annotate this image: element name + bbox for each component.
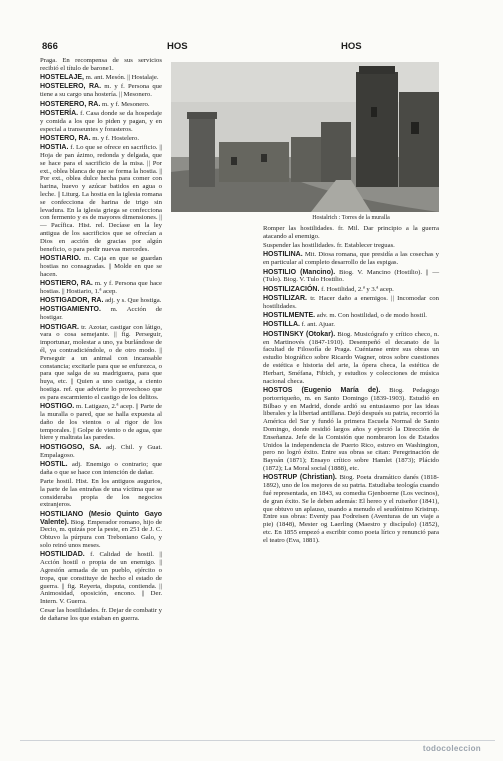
dictionary-entry (40, 144, 162, 253)
entry-definition: m. y f. Mesonero. (101, 100, 150, 108)
dictionary-entry (263, 251, 439, 267)
entry-headword: HOSTIGAMIENTO. (40, 306, 101, 314)
running-head-right: HOS (341, 41, 362, 52)
entry-headword: HOSTIGO. (40, 403, 75, 411)
dictionary-entry (40, 478, 162, 509)
entry-definition: tr. Azotar, castigar con látigo, vara o cosa semejante. || fig. Perseguir, importunar, molestar a uno, ya burlándose de él, ya contradiciéndole, o de otro modo. || Perseguir a un animal con incansable constancia; excitarle para que se enfurezca, o para que salga de su madriguera, para que huya, etc. || Quien a uno castiga, a ciento hostiga. ref. que advierte lo provechoso que es para escarmiento el castigo de los delitos. (40, 323, 163, 401)
dictionary-entry (263, 312, 439, 320)
dictionary-entry (40, 57, 162, 73)
page-number: 866 (42, 41, 58, 52)
entry-headword: HOSTERÍA. (40, 109, 79, 117)
entry-definition: Romper las hostilidades. fr. Mil. Dar principio a la guerra atacando al enemigo. (263, 225, 439, 240)
dictionary-entry (40, 255, 162, 278)
entry-definition: f. Lo que se ofrece en sacrificio. || Hoja de pan ázimo, redonda y delgada, que se hace para el sacrificio de la misa. || Por ext., oblea blanca de que se forma la hostia. || Por ext., oblea dulce hecha para comer con harina, huevo y azúcar batidos en agua o leche. || Liturg. La hostia en la iglesia romana se confecciona de harina de trigo sin levadura. En la iglesia griega se confecciona con fermento y es de mayores dimensiones. || — Pacífica. Hist. rel. Decíase en la ley antigua de los sacrificios que se ofrecían a Dios en acción de gracias por algún beneficio, o para pedir nuevas mercedes. (40, 144, 162, 253)
entry-headword: HOSTILIZACIÓN. (263, 285, 320, 293)
dictionary-entry (40, 324, 162, 402)
dictionary-entry (263, 387, 439, 473)
entry-headword: HOSTRUP (Christian). (263, 474, 337, 482)
entry-definition: adj. Chil. y Guat. Empalagoso. (40, 443, 162, 459)
dictionary-entry (263, 321, 439, 329)
entry-headword: HOSTELAJE, (40, 74, 84, 82)
dictionary-entry (40, 607, 162, 623)
entry-definition: adv. m. Con hostilidad, o de modo hostil. (316, 312, 427, 320)
entry-definition: Cesar las hostilidades. fr. Dejar de combatir y de dañarse los que estaban en guerra. (40, 607, 163, 623)
running-head-left: HOS (167, 41, 188, 52)
footer-watermark: todocoleccion (422, 744, 481, 753)
entry-definition: m. Caja en que se guardan hostias no consagradas. || Molde en que se hacen. (40, 255, 162, 278)
entry-definition: m. y f. Hostelero. (92, 134, 140, 142)
entry-definition: f. Hostilidad, 2.ª y 3.ª acep. (321, 285, 394, 293)
entry-definition: f. Calidad de hostil. || Acción hostil o propia de un enemigo. || Agresión armada de un pueblo, ejército o tropa, que constituye de hecho el estado de guerra. || fig. Reyerta, disputa, contienda. || Animosidad, oposición, encono. || Der. Intern. V. Guerra. (40, 551, 162, 606)
dictionary-entry (263, 331, 439, 386)
dictionary-entry (40, 306, 162, 322)
entry-definition: Parte hostil. Hist. En los antiguos augurios, la parte de las entrañas de una víctima que se consideraba propia de los negocios extranjeros. (40, 477, 162, 509)
dictionary-entry (263, 286, 439, 294)
entry-headword: HOSTIA. (40, 144, 69, 152)
dictionary-entry (40, 403, 162, 442)
entry-definition: Mit. Diosa romana, que presidía a las cosechas y en particular al completo desarrollo de las espigas. (263, 251, 440, 267)
dictionary-entry (40, 280, 162, 296)
entry-definition: m. Acción de hostigar. (40, 306, 162, 322)
castle-towers-image (171, 62, 439, 212)
entry-headword: HOSTILMENTE. (263, 312, 316, 320)
right-text-column (263, 225, 439, 545)
dictionary-entry (40, 444, 162, 460)
dictionary-entry (40, 551, 162, 606)
dictionary-entry (263, 295, 439, 311)
entry-headword: HOSTILIANO (Mesio Quinto Gayo Valente). (40, 510, 162, 526)
entry-definition: Praga. En recompensa de sus servicios recibió el título de barone1. (40, 57, 162, 72)
dictionary-entry (40, 297, 162, 305)
entry-headword: HOSTILINA. (263, 251, 303, 259)
entry-definition: tr. Hacer daño a enemigos. || Incomodar con hostilidades. (263, 295, 439, 310)
entry-definition: f. Casa donde se da hospedaje y comida a los que lo piden y pagan, y en especial a transeuntes y forasteros. (40, 109, 162, 133)
entry-headword: HOSTIGAR. (40, 323, 79, 331)
entry-definition: Biog. Musicógrafo y crítico checo, n. en Martinovés (1847-1910). Desempeñó el decanato de la facultad de Filosofía de Praga. Cuéntanse entre sus obras un estudio biográfico sobre Ricardo Wagner, otros sobre cuestiones de estética e historia del arte, la ópera checa, la estética de Herbart, Sméfana, Fibich, y estudios y colecciones de música nacional checa. (263, 330, 440, 385)
dictionary-entry (40, 110, 162, 133)
dictionary-entry (40, 101, 162, 109)
entry-headword: HOSTERERO, RA. (40, 100, 101, 108)
castle-photo (171, 62, 439, 212)
entry-definition: Biog. Poeta dramático danés (1818-1892), uno de los mejores de su patria. Estudiaba teología cuando fué representada, en 1843, su comedia Gjenboerne (Los vecinos), de gran éxito. Se le deben además: El hereo y el ruiseñor (1841), que obtuvo un aplauso, usando a menudo el seudónimo Kristrup. Entre sus obras: Eventy paa Fodreisen (Aventuras de un viaje a pie) (1848), Mester og Laerling (Maestro y discípulo) (1852), etc. En 1855 empezó a escribir como poeta lírico y renunció para el teatro (Eva, 1881). (263, 474, 439, 544)
dictionary-entry (263, 225, 439, 241)
entry-definition: f. ant. Ajuar. (301, 321, 335, 329)
entry-headword: HOSTIARIO. (40, 255, 81, 262)
entry-headword: HOSTILIO (Mancino). (263, 268, 336, 276)
entry-headword: HOSTELERO, RA. (40, 83, 102, 91)
entry-headword: HOSTIERO, RA. (40, 279, 93, 287)
dictionary-entry (40, 74, 162, 82)
entry-definition: Suspender las hostilidades. fr. Establecer treguas. (263, 242, 395, 250)
left-text-column (40, 57, 162, 623)
dictionary-entry (263, 269, 439, 285)
entry-definition: adj. Enemigo o contrario; que daña o que se hace con intención de dañar. (40, 460, 163, 476)
entry-headword: HOSTIGOSO, SA. (40, 443, 102, 451)
entry-definition: Biog. Pedagogo portorriqueño, m. en Santo Domingo (1839-1903). Estudió en Bilbao y en Madrid, donde ardió su entusiasmo por las ideas liberales y la libertad antillana. Dejó después su patria, recorrió la América del Sur y fundó la primera Escuela Normal de Santo Domingo, donde residió largos años y ejerció la Dirección de Enseñanza. Jefe de la Comisión que nombraron los de Estados Unidos la independencia de Puerto Rico, estuvo en Washington, pero no logró éxito. Entre sus obras se citan: Peregrinación de Bayoán (1871); Ensayo crítico sobre Hamlet (1873); Plácido (1872); La Moral social (1888), etc. (263, 386, 439, 473)
footer-rule (20, 740, 495, 741)
entry-definition: adj. y s. Que hostiga. (105, 297, 162, 305)
dictionary-entry (40, 511, 162, 550)
dictionary-entry (40, 135, 162, 143)
entry-headword: HOSTILIZAR. (263, 295, 307, 302)
entry-definition: m. Latigazo, 2.ª acep. || Parte de la muralla o pared, que se halla expuesta al daño de los vientos o al rigor de los temporales. || Golpe de viento o de agua, que hiere y maltrata las paredes. (40, 403, 163, 442)
entry-definition: Biog. V. Mancino (Hostilio). || — (Tulo). Biog. V. Tulo Hostilio. (263, 268, 440, 284)
entry-headword: HOSTILLA. (263, 321, 300, 329)
entry-headword: HOSTERO, RA. (40, 134, 91, 142)
entry-definition: Biog. Emperador romano, hijo de Decio, m. quizás por la peste, en 251 de J. C. Obtuvo la púrpura con Treboniano Galo, y solo reinó unos meses. (40, 518, 162, 549)
entry-headword: HOSTINSKY (Otokar). (263, 330, 336, 338)
entry-headword: HOSTIL. (40, 460, 68, 468)
dictionary-entry (263, 474, 439, 544)
entry-headword: HOSTOS (Eugenio María de). (263, 386, 381, 394)
dictionary-entry (263, 242, 439, 250)
entry-definition: m. y f. Persona que hace hostias. || Hostiario, 1.ª acep. (40, 279, 162, 295)
dictionary-entry (40, 461, 162, 477)
entry-definition: m. ant. Mesón. || Hostalaje. (85, 74, 159, 82)
entry-headword: HOSTIGADOR, RA. (40, 297, 104, 305)
figure-caption: Hostalrich : Torres de la muralla (312, 215, 390, 221)
entry-headword: HOSTILIDAD. (40, 551, 85, 559)
dictionary-entry (40, 83, 162, 99)
entry-definition: m. y f. Persona que tiene a su cargo una hostería. || Mesonero. (40, 83, 162, 99)
